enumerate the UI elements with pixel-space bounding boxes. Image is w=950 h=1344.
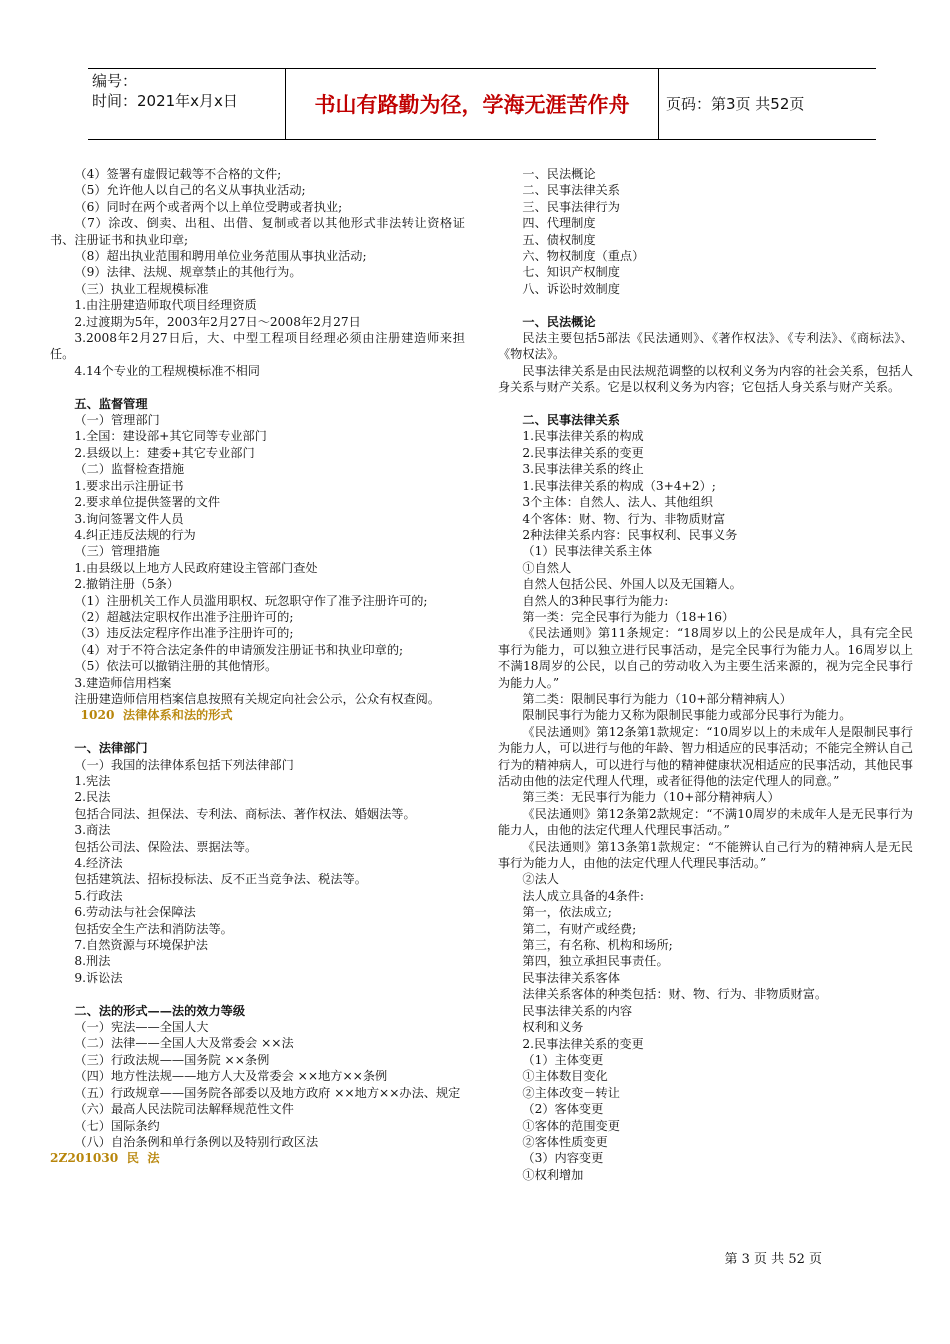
text-line: （8）超出执业范围和聘用单位业务范围从事执业活动; <box>74 249 367 264</box>
section-heading: 二、法的形式——法的效力等级 <box>74 1003 246 1018</box>
header-motto: 书山有路勤为径，学海无涯苦作舟 <box>285 69 659 139</box>
text-line: 4个客体：财、物、行为、非物质财富 <box>522 511 726 526</box>
text-line: ①主体数目变化 <box>522 1069 608 1084</box>
text-line: 2.民事法律关系的变更 <box>522 1036 644 1051</box>
paragraph: （1）注册机关工作人员滥用职权、玩忽职守作了准予注册许可的; <box>74 593 428 608</box>
text-line: 法律关系客体的种类包括：财、物、行为、非物质财富。 <box>522 987 828 1002</box>
page-footer: 第 3 页 共 52 页 <box>724 1252 822 1267</box>
text-line: 包括建筑法、招标投标法、反不正当竞争法、税法等。 <box>74 872 367 887</box>
paragraph: 《民法通则》第12条第1款规定：“10周岁以上的未成年人是限制民事行为能力人，可以进行与他的年龄、智力相适应的民事活动；不能完全辨认自己行为的精神病人，可以进行与他的精神健康状况相适应的民事活动，其他民事活动由他的法定代理人代理，或者征得他的法定代理人的同意。” <box>498 724 913 788</box>
text-line: （三）执业工程规模标准 <box>74 281 209 296</box>
text-line: （二）监督检查措施 <box>74 462 185 477</box>
text-line: 民事法律关系客体 <box>522 970 620 985</box>
text-line: 7.自然资源与环境保护法 <box>74 938 208 953</box>
text-line: 一、民法概论 <box>522 167 596 181</box>
text-line: （二）法律——全国人大及常委会 ××法 <box>74 1036 294 1051</box>
text-line: 权利和义务 <box>522 1020 584 1035</box>
text-line: （3）内容变更 <box>522 1151 604 1166</box>
text-line: 第二，有财产或经费; <box>522 921 637 936</box>
text-line: 二、民事法律关系 <box>522 183 620 198</box>
text-line: 3.民事法律关系的终止 <box>522 462 644 477</box>
text-line: 包括安全生产法和消防法等。 <box>74 921 233 936</box>
text-line: ①权利增加 <box>522 1167 584 1182</box>
chapter-heading: 2Z201030 民 法 <box>50 1151 160 1166</box>
text-line: ②主体改变－转让 <box>522 1085 620 1100</box>
text-line: （六）最高人民法院司法解释规范性文件 <box>74 1102 294 1117</box>
text-line: 2.民法 <box>74 790 111 805</box>
text-line: 4.纠正违反法规的行为 <box>74 527 196 542</box>
text-line: 自然人的3种民事行为能力: <box>522 593 669 608</box>
text-line: 五、债权制度 <box>522 232 596 247</box>
paragraph: 《民法通则》第12条第2款规定：“不满10周岁的未成年人是无民事行为能力人，由他的法定代理人代理民事活动。” <box>498 806 913 838</box>
text-line: 2种法律关系内容：民事权利、民事义务 <box>522 527 738 542</box>
paragraph: （7）涂改、倒卖、出租、出借、复制或者以其他形式非法转让资格证书、注册证书和执业印章; <box>50 216 465 247</box>
text-line: 1.由注册建造师取代项目经理资质 <box>74 298 257 313</box>
text-line: ①自然人 <box>522 560 572 575</box>
text-line: ①客体的范围变更 <box>522 1118 620 1133</box>
text-line: 2.县级以上：建委+其它专业部门 <box>74 445 255 460</box>
paragraph: 包括合同法、担保法、专利法、商标法、著作权法、婚姻法等。 <box>74 806 416 821</box>
paragraph: （五）行政规章——国务院各部委以及地方政府 ××地方××办法、规定 <box>74 1085 461 1100</box>
text-line: ②法人 <box>522 872 559 887</box>
text-line: 4.经济法 <box>74 856 123 871</box>
spacer <box>498 396 913 412</box>
time-label: 时间：2021年x月x日 <box>92 92 238 110</box>
text-line: 2.民事法律关系的变更 <box>522 445 644 460</box>
text-line: （一）我国的法律体系包括下列法律部门 <box>74 757 294 772</box>
chapter-heading: 1020 法律体系和法的形式 <box>80 708 233 723</box>
text-line: 1.民事法律关系的构成 <box>522 429 644 444</box>
text-line: 第一，依法成立; <box>522 905 612 920</box>
right-column <box>498 166 913 1183</box>
text-line: （2）超越法定职权作出准予注册许可的; <box>74 609 294 624</box>
text-line: 民事法律关系的内容 <box>522 1003 633 1018</box>
text-line: （3）违反法定程序作出准予注册许可的; <box>74 626 294 641</box>
text-line: （三）管理措施 <box>74 544 160 559</box>
text-line: （9）法律、法规、规章禁止的其他行为。 <box>74 265 302 280</box>
spacer <box>50 724 465 740</box>
text-line: 1.宪法 <box>74 774 111 788</box>
left-column <box>50 166 465 1167</box>
paragraph: 民事法律关系是由民法规范调整的以权利义务为内容的社会关系，包括人身关系与财产关系。它是以权利义务为内容；它包括人身关系与财产关系。 <box>498 363 913 395</box>
text-line: 3.商法 <box>74 823 111 838</box>
text-line: （三）行政法规——国务院 ××条例 <box>74 1052 270 1067</box>
paragraph: 民法主要包括5部法《民法通则》、《著作权法》、《专利法》、《商标法》、《物权法》。 <box>498 331 913 362</box>
text-line: （4）对于不符合法定条件的申请颁发注册证书和执业印章的; <box>74 642 404 657</box>
paragraph: 注册建造师信用档案信息按照有关规定向社会公示，公众有权查阅。 <box>74 691 441 706</box>
text-line: （4）签署有虚假记载等不合格的文件; <box>74 167 282 181</box>
text-line: 第三类：无民事行为能力（10+部分精神病人） <box>522 790 780 805</box>
text-line: 第三，有名称、机构和场所; <box>522 938 673 953</box>
text-line: 3.询问签署文件人员 <box>74 511 184 526</box>
header-page-info: 页码：第3页 共52页 <box>666 95 805 113</box>
text-line: （6）同时在两个或者两个以上单位受聘或者执业; <box>74 199 343 214</box>
text-line: 六、物权制度（重点） <box>522 249 645 264</box>
text-line: 6.劳动法与社会保障法 <box>74 905 196 920</box>
text-line: 包括公司法、保险法、票据法等。 <box>74 839 258 854</box>
header-meta <box>92 71 282 111</box>
text-line: 限制民事行为能力又称为限制民事能力或部分民事行为能力。 <box>522 708 852 723</box>
text-line: 八、诉讼时效制度 <box>522 281 620 296</box>
section-heading: 一、法律部门 <box>74 741 148 756</box>
section-heading: 二、民事法律关系 <box>522 413 620 428</box>
text-line: （5）依法可以撤销注册的其他情形。 <box>74 659 278 674</box>
section-heading: 五、监督管理 <box>74 396 148 411</box>
text-line: （5）允许他人以自己的名义从事执业活动; <box>74 183 306 198</box>
text-line: （八）自治条例和单行条例以及特别行政区法 <box>74 1134 319 1149</box>
text-line: （2）客体变更 <box>522 1102 604 1117</box>
spacer <box>50 986 465 1002</box>
paragraph: 3.2008年2月27日后，大、中型工程项目经理必须由注册建造师来担任。 <box>50 331 465 362</box>
text-line: 5.行政法 <box>74 888 123 903</box>
paragraph: 《民法通则》第13条第1款规定：“不能辨认自己行为的精神病人是无民事行为能力人，由他的法定代理人代理民事活动。” <box>498 839 913 871</box>
text-line: 3个主体：自然人、法人、其他组织 <box>522 495 713 510</box>
text-line: （七）国际条约 <box>74 1118 160 1133</box>
text-line: 2.撤销注册（5条） <box>74 577 180 592</box>
paragraph: 《民法通则》第11条规定：“18周岁以上的公民是成年人，具有完全民事行为能力，可以独立进行民事活动，是完全民事行为能力人。16周岁以上不满18周岁的公民，以自己的劳动收入为主要生活来源的，视为完全民事行为能力人。” <box>498 626 913 690</box>
text-line: 第一类：完全民事行为能力（18+16） <box>522 609 735 624</box>
text-line: 三、民事法律行为 <box>522 199 620 214</box>
spacer <box>50 379 465 395</box>
text-line: 第四，独立承担民事责任。 <box>522 954 669 969</box>
text-line: 4.14个专业的工程规模标准不相同 <box>74 363 260 378</box>
text-line: 七、知识产权制度 <box>522 265 620 280</box>
text-line: 自然人包括公民、外国人以及无国籍人。 <box>522 577 742 592</box>
text-line: 3.建造师信用档案 <box>74 675 172 690</box>
text-line: 8.刑法 <box>74 954 111 969</box>
section-heading: 一、民法概论 <box>522 314 596 329</box>
text-line: 1.由县级以上地方人民政府建设主管部门查处 <box>74 560 318 575</box>
text-line: 四、代理制度 <box>522 216 596 231</box>
text-line: 9.诉讼法 <box>74 970 123 985</box>
text-line: （1）主体变更 <box>522 1052 604 1067</box>
text-line: 1.全国：建设部+其它同等专业部门 <box>74 429 267 444</box>
text-line: （四）地方性法规——地方人大及常委会 ××地方××条例 <box>74 1069 388 1084</box>
text-line: （1）民事法律关系主体 <box>522 544 653 559</box>
text-line: ②客体性质变更 <box>522 1134 608 1149</box>
text-line: （一）管理部门 <box>74 413 160 428</box>
page-header <box>88 68 876 140</box>
number-label: 编号： <box>92 72 138 90</box>
text-line: 2.要求单位提供签署的文件 <box>74 495 221 510</box>
spacer <box>498 297 913 313</box>
text-line: 2.过渡期为5年，2003年2月27日～2008年2月27日 <box>74 314 361 329</box>
text-line: 法人成立具备的4条件: <box>522 888 644 903</box>
text-line: 1.民事法律关系的构成（3+4+2）; <box>522 478 716 493</box>
text-line: （一）宪法——全国人大 <box>74 1020 209 1035</box>
text-line: 第二类：限制民事行为能力（10+部分精神病人） <box>522 691 792 706</box>
text-line: 1.要求出示注册证书 <box>74 478 184 493</box>
